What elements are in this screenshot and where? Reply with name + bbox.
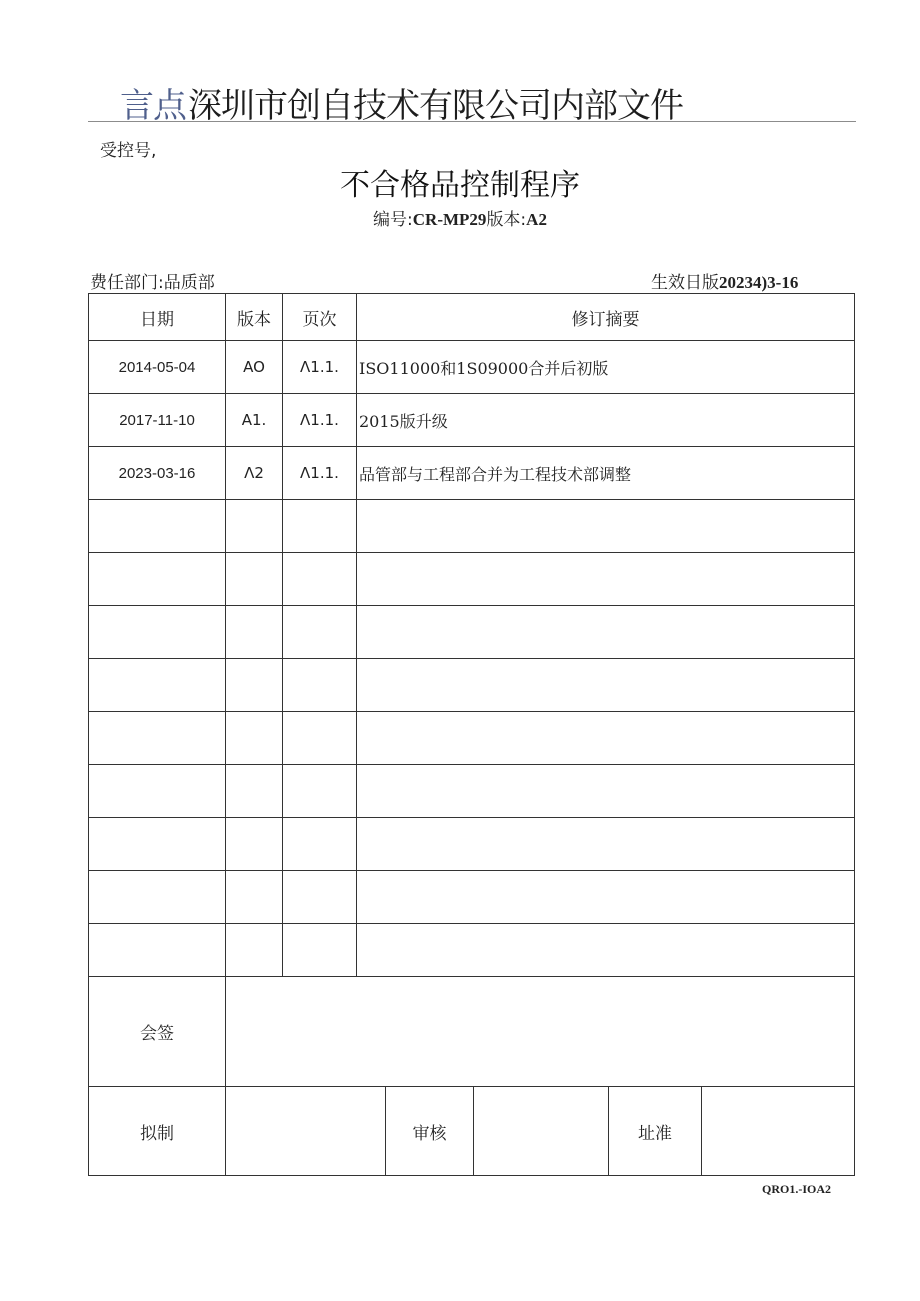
document-title: 不合格品控制程序	[340, 168, 580, 203]
code-value: CR-MP29	[412, 210, 487, 229]
cell-page	[283, 606, 357, 659]
cell-page	[283, 712, 357, 765]
countersign-area	[226, 977, 855, 1087]
cell-version	[226, 659, 283, 712]
countersign-label: 会签	[89, 977, 226, 1087]
cell-date: 2017-11-10	[89, 394, 226, 447]
table-row	[89, 500, 855, 553]
code-label: 编号:	[373, 210, 413, 230]
cell-date	[89, 659, 226, 712]
drafted-signature	[226, 1087, 386, 1176]
cell-date	[89, 871, 226, 924]
header-summary: 修订摘要	[357, 294, 855, 341]
cell-version	[226, 712, 283, 765]
approved-label: 址准	[609, 1087, 702, 1176]
cell-version	[226, 500, 283, 553]
cell-version	[226, 765, 283, 818]
cell-date	[89, 500, 226, 553]
cell-page	[283, 659, 357, 712]
cell-date	[89, 606, 226, 659]
table-row	[89, 765, 855, 818]
cell-version: Λ2	[226, 447, 283, 500]
cell-page: Λ1.1.	[283, 341, 357, 394]
table-row	[89, 553, 855, 606]
table-row	[89, 871, 855, 924]
cell-date	[89, 553, 226, 606]
cell-page	[283, 924, 357, 977]
approved-signature	[702, 1087, 855, 1176]
company-header-title: 深圳市创自技术有限公司内部文件	[188, 86, 683, 126]
cell-summary: 2015版升级	[357, 394, 855, 447]
revision-table	[88, 293, 855, 1176]
drafted-label: 拟制	[89, 1087, 226, 1176]
table-row	[89, 924, 855, 977]
version-label: 版本:	[486, 210, 527, 230]
cell-summary	[357, 659, 855, 712]
form-code: QRO1.-IOA2	[762, 1182, 831, 1196]
cell-page	[283, 871, 357, 924]
version-value: A2	[526, 210, 547, 229]
cell-page	[283, 765, 357, 818]
table-row	[89, 341, 855, 394]
table-row	[89, 659, 855, 712]
table-row	[89, 606, 855, 659]
table-row	[89, 447, 855, 500]
control-number-label: 受控号,	[100, 141, 157, 161]
cell-summary	[357, 553, 855, 606]
cell-summary	[357, 818, 855, 871]
cell-page: Λ1.1.	[283, 394, 357, 447]
cell-version: A1.	[226, 394, 283, 447]
header-date: 日期	[89, 294, 226, 341]
cell-summary: ISO11000和1S09000合并后初版	[357, 341, 855, 394]
cell-date	[89, 818, 226, 871]
cell-summary	[357, 924, 855, 977]
effective-date-value: 20234)3-16	[719, 273, 799, 292]
document-meta	[0, 205, 920, 230]
responsible-department: 费任部门:品质部	[90, 273, 215, 293]
cell-date: 2014-05-04	[89, 341, 226, 394]
cell-date: 2023-03-16	[89, 447, 226, 500]
company-logo-text: 言点	[120, 86, 186, 126]
table-row	[89, 394, 855, 447]
cell-summary	[357, 871, 855, 924]
table-row	[89, 712, 855, 765]
reviewed-label: 审核	[386, 1087, 474, 1176]
reviewed-signature	[474, 1087, 609, 1176]
cell-version	[226, 924, 283, 977]
header-version: 版本	[226, 294, 283, 341]
cell-version	[226, 871, 283, 924]
cell-summary	[357, 500, 855, 553]
cell-version	[226, 606, 283, 659]
cell-date	[89, 712, 226, 765]
countersign-row	[89, 977, 855, 1087]
cell-page: Λ1.1.	[283, 447, 357, 500]
approval-row	[89, 1087, 855, 1176]
cell-page	[283, 500, 357, 553]
cell-summary	[357, 765, 855, 818]
cell-date	[89, 924, 226, 977]
cell-summary	[357, 606, 855, 659]
effective-date-label: 生效日版	[651, 273, 719, 293]
cell-page	[283, 553, 357, 606]
effective-date	[651, 268, 798, 293]
cell-version	[226, 553, 283, 606]
cell-summary	[357, 712, 855, 765]
header-divider	[88, 121, 856, 122]
cell-summary: 品管部与工程部合并为工程技术部调整	[357, 447, 855, 500]
cell-version	[226, 818, 283, 871]
cell-page	[283, 818, 357, 871]
header-page: 页次	[283, 294, 357, 341]
table-row	[89, 818, 855, 871]
cell-version: AO	[226, 341, 283, 394]
table-header-row	[89, 294, 855, 341]
cell-date	[89, 765, 226, 818]
